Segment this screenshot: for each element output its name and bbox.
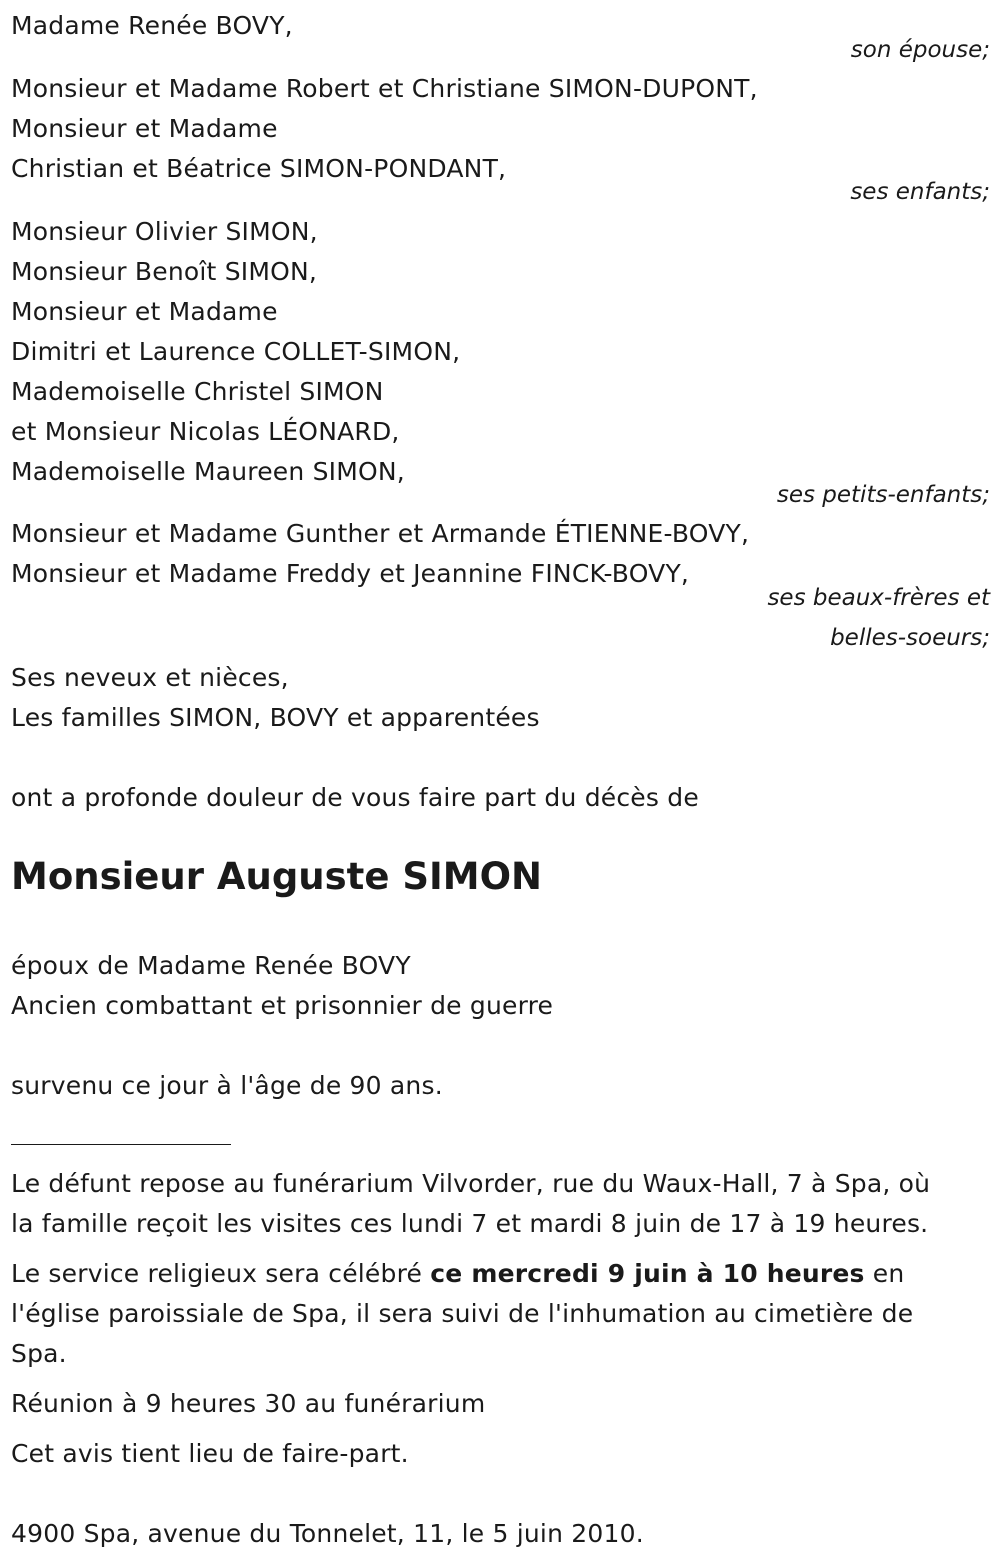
relatives-line: Ses neveux et nièces, xyxy=(11,663,289,692)
relatives-line: Les familles SIMON, BOVY et apparentées xyxy=(11,703,540,732)
service-line xyxy=(11,1258,904,1290)
grandchild-line: Mademoiselle Maureen SIMON, xyxy=(11,457,405,486)
children-line: Monsieur et Madame xyxy=(11,114,278,143)
in-laws-relation: belles-soeurs; xyxy=(830,625,990,651)
viewing-line: la famille reçoit les visites ces lundi 7 et mardi 8 juin de 17 à 19 heures. xyxy=(11,1209,929,1238)
grandchild-line: Mademoiselle Christel SIMON xyxy=(11,377,384,406)
grandchildren-relation: ses petits-enfants; xyxy=(776,482,990,508)
service-datetime: ce mercredi 9 juin à 10 heures xyxy=(430,1259,865,1288)
spouse-relation: son épouse; xyxy=(850,37,990,63)
notice-line: Cet avis tient lieu de faire-part. xyxy=(11,1439,409,1468)
age-line: survenu ce jour à l'âge de 90 ans. xyxy=(11,1071,443,1100)
children-line: Christian et Béatrice SIMON-PONDANT, xyxy=(11,154,507,183)
service-line: Spa. xyxy=(11,1339,67,1368)
grandchild-line: Monsieur et Madame xyxy=(11,297,278,326)
separator-line xyxy=(11,1144,231,1145)
meeting-line: Réunion à 9 heures 30 au funérarium xyxy=(11,1389,486,1418)
service-prefix: Le service religieux sera célébré xyxy=(11,1259,431,1288)
grandchild-line: et Monsieur Nicolas LÉONARD, xyxy=(11,417,400,446)
spouse-line: Madame Renée BOVY, xyxy=(11,11,293,40)
deceased-detail: Ancien combattant et prisonnier de guerre xyxy=(11,991,554,1020)
grandchild-line: Monsieur Olivier SIMON, xyxy=(11,217,318,246)
viewing-line: Le défunt repose au funérarium Vilvorder, rue du Waux-Hall, 7 à Spa, où xyxy=(11,1169,931,1198)
deceased-name: Monsieur Auguste SIMON xyxy=(11,855,542,898)
grandchild-line: Monsieur Benoît SIMON, xyxy=(11,257,318,286)
children-relation: ses enfants; xyxy=(850,179,990,205)
announcement-text: ont a profonde douleur de vous faire part du décès de xyxy=(11,783,699,812)
deceased-detail: époux de Madame Renée BOVY xyxy=(11,951,411,980)
service-suffix: en xyxy=(864,1259,905,1288)
service-line: l'église paroissiale de Spa, il sera suivi de l'inhumation au cimetière de xyxy=(11,1299,914,1328)
in-laws-relation: ses beaux-frères et xyxy=(767,585,990,611)
in-law-line: Monsieur et Madame Gunther et Armande ÉTIENNE-BOVY, xyxy=(11,519,750,548)
in-law-line: Monsieur et Madame Freddy et Jeannine FINCK-BOVY, xyxy=(11,559,690,588)
grandchild-line: Dimitri et Laurence COLLET-SIMON, xyxy=(11,337,461,366)
footer-address-date: 4900 Spa, avenue du Tonnelet, 11, le 5 juin 2010. xyxy=(11,1519,644,1548)
children-line: Monsieur et Madame Robert et Christiane SIMON-DUPONT, xyxy=(11,74,758,103)
